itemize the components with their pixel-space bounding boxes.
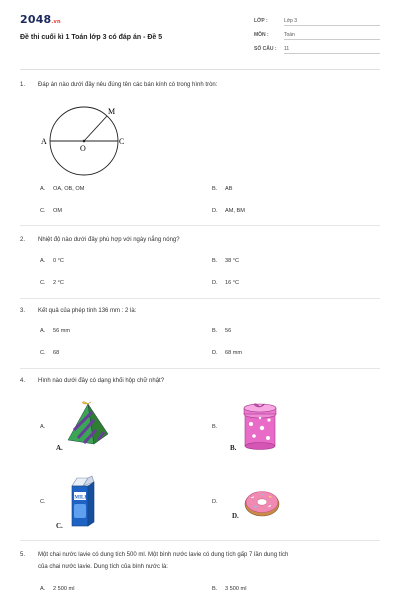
point-o-label: O: [80, 144, 86, 153]
option-4b[interactable]: B.: [212, 424, 218, 430]
option-1c[interactable]: C. OM: [40, 208, 63, 214]
point-c-label: C: [119, 137, 125, 146]
question-3: [20, 308, 136, 314]
question-number: 3.: [20, 308, 26, 314]
image-label-b: B.: [230, 444, 237, 452]
point-m-label: M: [108, 107, 116, 116]
round-gift-box-icon[interactable]: [240, 398, 280, 450]
question-4: [20, 378, 164, 384]
option-3d[interactable]: D. 68 mm: [212, 350, 243, 356]
question-text: Kết quả của phép tính 136 mm : 2 là:: [38, 308, 137, 314]
meta-label: MÔN :: [254, 32, 269, 38]
question-number: 4.: [20, 378, 26, 384]
option-1d[interactable]: D. AM, BM: [212, 208, 245, 214]
question-2: [20, 237, 180, 243]
worksheet-title: Đề thi cuối kì 1 Toán lớp 3 có đáp án - Đề 5: [20, 34, 163, 41]
option-1b[interactable]: B. AB: [212, 186, 233, 192]
question-divider: [20, 540, 380, 541]
logo-main: 2048: [20, 13, 52, 26]
option-2d[interactable]: D. 16 °C: [212, 280, 240, 286]
image-label-d: D.: [232, 512, 239, 520]
question-number: 2.: [20, 237, 26, 243]
question-5: [20, 552, 288, 558]
logo-suffix: .vn: [51, 19, 61, 25]
option-4a[interactable]: A.: [40, 424, 46, 430]
option-3a[interactable]: A. 56 mm: [40, 328, 71, 334]
meta-value: Lớp 3: [284, 18, 298, 24]
option-3c[interactable]: C. 68: [40, 350, 60, 356]
option-2c[interactable]: C. 2 °C: [40, 280, 64, 286]
question-1: [20, 82, 217, 88]
question-text: Đáp án nào dưới đây nêu đúng tên các bán kính có trong hình tròn:: [38, 82, 218, 88]
meta-value: 11: [284, 46, 290, 52]
option-2a[interactable]: A. 0 °C: [40, 258, 64, 264]
meta-label: LỚP :: [254, 18, 268, 24]
meta-value: Toán: [284, 32, 295, 38]
option-5b[interactable]: B. 3 500 ml: [212, 586, 247, 592]
image-label-c: C.: [56, 522, 63, 530]
option-3b[interactable]: B. 56: [212, 328, 232, 334]
milk-carton-icon[interactable]: [66, 474, 100, 530]
question-divider: [20, 298, 380, 299]
option-2b[interactable]: B. 38 °C: [212, 258, 240, 264]
question-divider: [20, 225, 380, 226]
option-4c[interactable]: C.: [40, 499, 46, 505]
carton-label: MILK: [74, 495, 89, 501]
meta-class: [254, 18, 297, 24]
question-text-line-1: Một chai nước lavie có dung tích 500 ml. Một bình nước lavie có dung tích gấp 7 lần dung tích: [38, 552, 289, 558]
image-label-a: A.: [56, 444, 63, 452]
option-5a[interactable]: A. 2 500 ml: [40, 586, 75, 592]
question-text: Hình nào dưới đây có dạng khối hộp chữ nhật?: [38, 378, 165, 384]
meta-label: SỐ CÂU :: [254, 46, 277, 52]
question-divider: [20, 368, 380, 369]
question-number: 1.: [20, 82, 26, 88]
question-number: 5.: [20, 552, 26, 558]
header-divider: [20, 69, 380, 70]
worksheet-header: [0, 0, 400, 70]
donut-icon[interactable]: [242, 488, 282, 518]
option-1a[interactable]: A. OA, OB, OM: [40, 186, 85, 192]
site-logo[interactable]: [20, 13, 61, 26]
pyramid-gift-icon[interactable]: [64, 398, 112, 448]
meta-question-count: [254, 46, 289, 52]
meta-subject: [254, 32, 295, 38]
point-a-label: A: [41, 137, 47, 146]
option-4d[interactable]: D.: [212, 499, 218, 505]
circle-radius-figure: [36, 100, 136, 180]
question-text: Nhiệt độ nào dưới đây phù hợp với ngày nắng nóng?: [38, 237, 180, 243]
question-5-line-2: của chai nước lavie. Dung tích của bình nước là:: [38, 564, 168, 570]
